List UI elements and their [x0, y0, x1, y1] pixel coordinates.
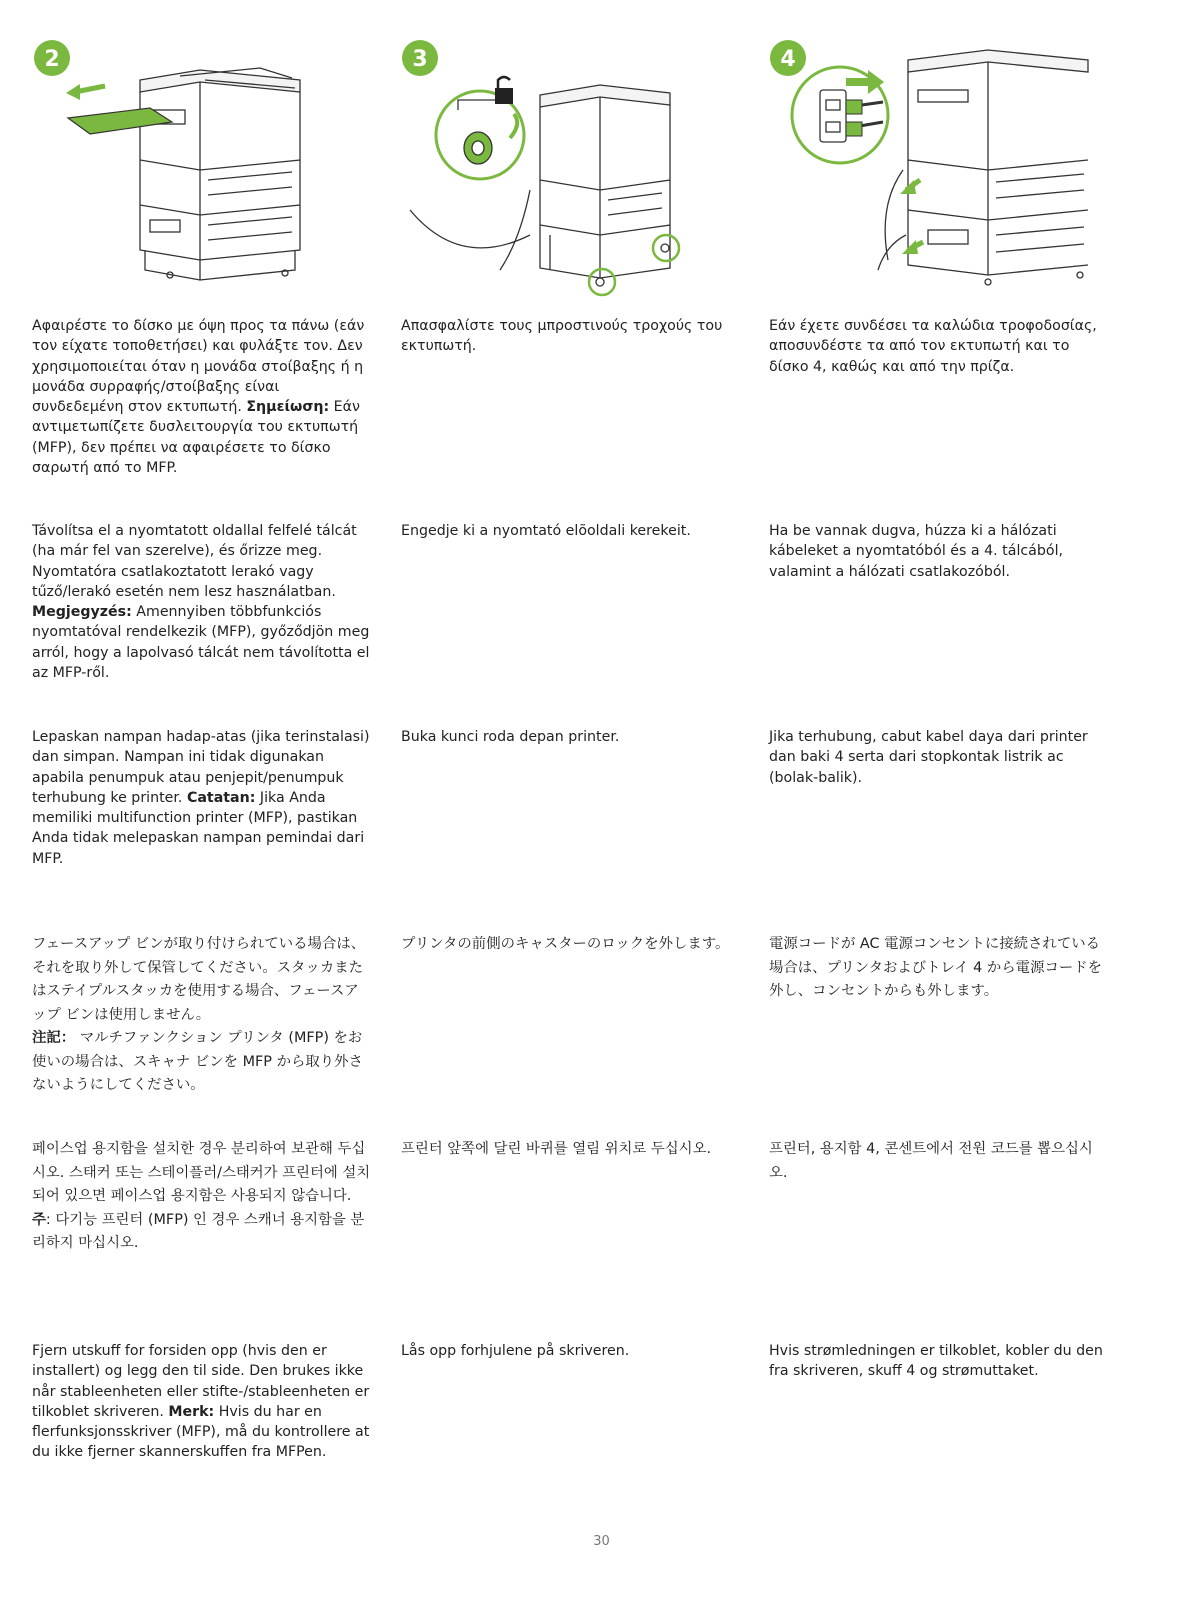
note-label: Catatan: [186, 789, 256, 806]
indonesian-step-4-text: Jika terhubung, cabut kabel daya dari printer dan baki 4 serta dari stopkontak listrik ac (bolak-balik). [769, 729, 1088, 786]
wheel-highlight [589, 269, 615, 295]
hungarian-step-4-text: Ha be vannak dugva, húzza ki a hálózati kábeleket a nyomtatóból és a 4. tálcából, valamint a hálózati csatlakozóból. [769, 523, 1064, 580]
hungarian-step-2-text: Távolítsa el a nyomtatott oldallal felfelé tálcát (ha már fel van szerelve), és őrizze meg. Nyomtatóra csatlakoztatott lerakó vagy tűző/lerakó esetén nem lesz használatban. Megjegyzés: Amennyiben többfunkciós nyomtatóval rendelkezik (MFP), győződjön meg arról, hogy a lapolvasó tálcát nem távolította el az MFP-ről. [32, 523, 370, 682]
note-label: 주 [32, 1211, 46, 1228]
note-label: Merk: [168, 1403, 215, 1420]
step-4-illustration [768, 30, 1088, 310]
norwegian-step-3-text: Lås opp forhjulene på skriveren. [401, 1343, 630, 1359]
face-up-tray [68, 108, 172, 134]
arrow-head-icon [902, 240, 918, 254]
step-2-illustration [30, 30, 350, 310]
unlock-icon [495, 88, 513, 104]
norwegian-step-2-text: Fjern utskuff for forsiden opp (hvis den er installert) og legg den til side. Den brukes ikke når stableenheten eller stifte-/stableenheten er tilkoblet skriveren. Merk: Hvis du har en flerfunksjonsskriver (MFP), må du kontrollere at du ikke fjerner skannerskuffen fra MFPen. [32, 1343, 370, 1461]
greek-step-3-text: Απασφαλίστε τους μπροστινούς τροχούς του εκτυπωτή. [401, 318, 723, 355]
hungarian-step-3-text: Engedje ki a nyomtató elõoldali kerekeit. [401, 523, 691, 539]
note-label: 注記： [32, 1030, 76, 1046]
step-number: 3 [412, 47, 428, 72]
step-number: 4 [780, 47, 796, 72]
indonesian-step-3-text: Buka kunci roda depan printer. [401, 729, 620, 745]
indonesian-step-2-text: Lepaskan nampan hadap-atas (jika terinstalasi) dan simpan. Nampan ini tidak digunakan apabila penumpuk atau penjepit/penumpuk terhubung ke printer. Catatan: Jika Anda memiliki multifunction printer (MFP), pastikan Anda tidak melepaskan nampan pemindai dari MFP. [32, 729, 370, 867]
japanese-step-3-text: プリンタの前側のキャスターのロックを外します。 [401, 936, 730, 952]
korean-step-3-text: 프린터 앞쪽에 달린 바퀴를 열림 위치로 두십시오. [401, 1141, 712, 1157]
plug-icon [846, 122, 862, 136]
plug-icon [846, 100, 862, 114]
unlock-shackle [498, 77, 510, 88]
wheel-highlight [653, 235, 679, 261]
note-label: Megjegyzés: [32, 604, 132, 621]
korean-step-4-text: 프린터, 용지함 4, 콘센트에서 전원 코드를 뽑으십시오. [769, 1141, 1093, 1181]
note-label: Σημείωση: [246, 399, 330, 416]
page-number: 30 [593, 1534, 610, 1549]
step-number: 2 [44, 47, 60, 72]
step-3-illustration [400, 30, 720, 310]
greek-step-4-text: Εάν έχετε συνδέσει τα καλώδια τροφοδοσίας, αποσυνδέστε τα από τον εκτυπωτή και το δίσκο 4, καθώς και από την πρίζα. [769, 318, 1097, 375]
printer-drawing [140, 68, 300, 280]
norwegian-step-4-text: Hvis strømledningen er tilkoblet, kobler du den fra skriveren, skuff 4 og strømuttaket. [769, 1343, 1103, 1380]
arrow-head-icon [66, 84, 80, 100]
greek-step-2-text: Αφαιρέστε το δίσκο με όψη προς τα πάνω (εάν τον είχατε τοποθετήσει) και φυλάξτε τον. Δεν χρησιμοποιείται όταν η μονάδα στοίβαξης ή η μονάδα συρραφής/στοίβαξης είναι συνδεδεμένη στον εκτυπωτή. Σημείωση: Εάν αντιμετωπίζετε δυσλειτουργία του εκτυπωτή (MFP), δεν πρέπει να αφαιρέσετε το δίσκο σαρωτή από το MFP. [32, 318, 365, 477]
japanese-step-2-text: フェースアップ ビンが取り付けられている場合は、それを取り外して保管してください。スタッカまたはステイプルスタッカを使用する場合、フェースアップ ビンは使用しません。 注記： マルチファンクション プリンタ (MFP) をお使いの場合は、スキャナ ビンを MFP から取り外さないようにしてください。 [32, 936, 366, 1093]
korean-step-2-text: 페이스업 용지함을 설치한 경우 분리하여 보관해 두십시오. 스태커 또는 스테이플러/스태커가 프린터에 설치되어 있으면 페이스업 용지함은 사용되지 않습니다. 주: 다기능 프린터 (MFP) 인 경우 스캐너 용지함을 분리하지 마십시오. [32, 1141, 371, 1251]
japanese-step-4-text: 電源コードが AC 電源コンセントに接続されている場合は、プリンタおよびトレイ 4 から電源コードを外し、コンセントからも外します。 [769, 936, 1103, 999]
